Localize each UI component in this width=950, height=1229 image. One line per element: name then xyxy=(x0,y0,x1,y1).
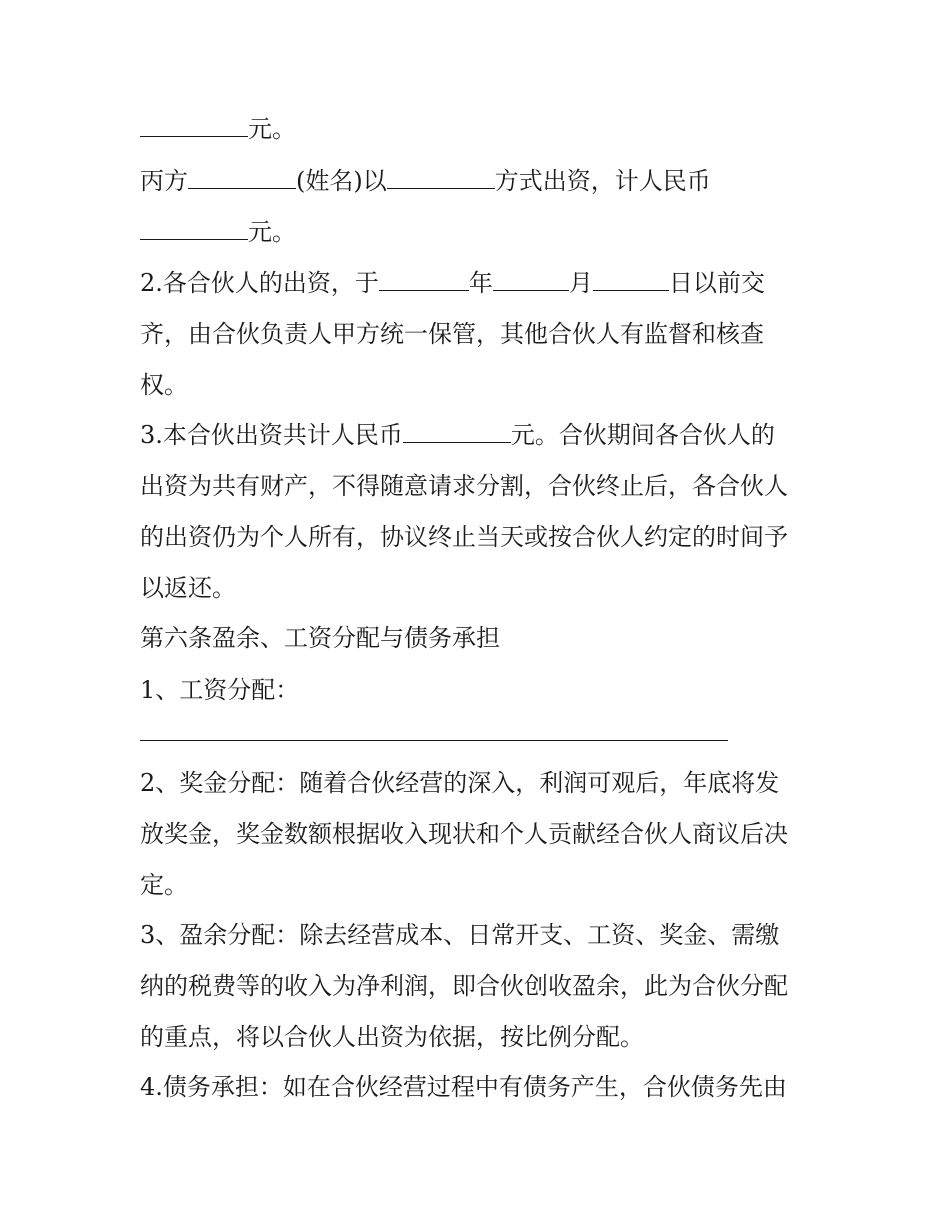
text-line xyxy=(140,268,765,298)
text-line xyxy=(140,217,296,247)
text-segment: 3.本合伙出资共计人民币 xyxy=(140,421,403,449)
text-line xyxy=(140,114,296,144)
text-line: 齐，由合伙负责人甲方统一保管，其他合伙人有监督和核查 xyxy=(140,320,764,348)
section-heading: 第六条盈余、工资分配与债务承担 xyxy=(140,624,500,652)
fill-blank xyxy=(387,166,495,189)
text-line: 3、盈余分配：除去经营成本、日常开支、工资、奖金、需缴 xyxy=(140,921,780,949)
text-segment: 丙方 xyxy=(140,167,188,195)
fill-blank xyxy=(140,114,248,137)
text-line: 定。 xyxy=(140,871,188,899)
text-segment: 日以前交 xyxy=(668,269,765,297)
fill-blank xyxy=(403,420,511,443)
text-segment: 方式出资，计人民币 xyxy=(494,167,711,195)
fill-blank xyxy=(188,166,296,189)
text-line: 的出资仍为个人所有，协议终止当天或按合伙人约定的时间予 xyxy=(140,523,788,551)
text-line xyxy=(140,166,711,196)
fill-blank xyxy=(140,217,248,240)
text-line: 权。 xyxy=(140,371,188,399)
text-segment: (姓名)以 xyxy=(296,167,387,195)
text-segment: 元。合伙期间各合伙人的 xyxy=(510,421,775,449)
text-line: 放奖金，奖金数额根据收入现状和个人贡献经合伙人商议后决 xyxy=(140,820,788,848)
text-line: 纳的税费等的收入为净利润，即合伙创收盈余，此为合伙分配 xyxy=(140,972,788,1000)
signature-rule xyxy=(140,740,728,741)
text-line: 1、工资分配： xyxy=(140,676,300,704)
text-segment: 年 xyxy=(468,269,493,297)
fill-blank xyxy=(493,268,569,291)
text-line: 以返还。 xyxy=(140,574,236,602)
text-line: 4.债务承担：如在合伙经营过程中有债务产生，合伙债务先由 xyxy=(140,1073,787,1101)
text-line: 2、奖金分配：随着合伙经营的深入，利润可观后，年底将发 xyxy=(140,769,780,797)
text-segment: 月 xyxy=(568,269,593,297)
fill-blank xyxy=(379,268,469,291)
text-segment: 元。 xyxy=(248,218,296,246)
fill-blank xyxy=(593,268,669,291)
text-segment: 2.各合伙人的出资，于 xyxy=(140,269,379,297)
text-line: 出资为共有财产，不得随意请求分割，合伙终止后，各合伙人 xyxy=(140,472,788,500)
text-line: 的重点，将以合伙人出资为依据，按比例分配。 xyxy=(140,1023,644,1051)
text-line xyxy=(140,420,775,450)
text-segment: 元。 xyxy=(248,115,296,143)
